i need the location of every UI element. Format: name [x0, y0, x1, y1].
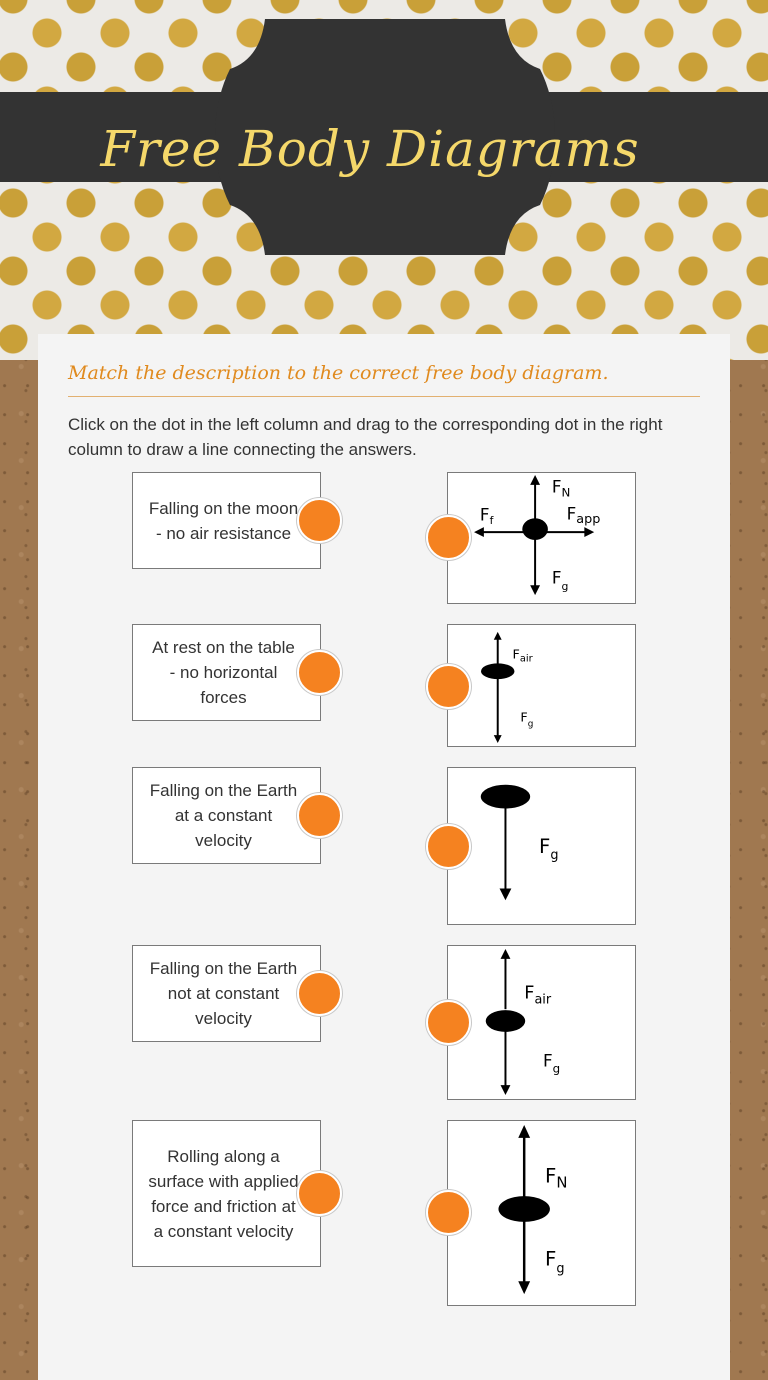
- description-text: Falling on the Earth not at constant velocity: [149, 959, 298, 1028]
- diagram-box-5: [447, 1120, 636, 1306]
- description-box-2: [132, 624, 321, 721]
- force-label-gravity: $F_g$: [542, 1050, 561, 1076]
- page-title: Free Body Diagrams: [100, 120, 640, 178]
- left-match-dot-1[interactable]: [297, 498, 342, 543]
- right-match-dot-4[interactable]: [426, 1000, 471, 1045]
- left-match-dot-5[interactable]: [297, 1171, 342, 1216]
- force-label-air: $F_{air}$: [524, 983, 552, 1008]
- diagram-box-2: [447, 624, 636, 747]
- instruction-text: Click on the dot in the left column and drag to the corresponding dot in the right column to draw a line connecting the answers.: [68, 415, 663, 459]
- diagram-box-3: [447, 767, 636, 925]
- force-label-gravity: $F_g$: [544, 1247, 565, 1277]
- force-label-air: $F_{air}$: [512, 647, 533, 665]
- free-body-diagram-normal-gravity: [448, 1121, 635, 1305]
- right-match-dot-3[interactable]: [426, 824, 471, 869]
- diagram-box-4: [447, 945, 636, 1100]
- force-label-gravity: $F_g$: [539, 834, 559, 863]
- left-match-dot-4[interactable]: [297, 971, 342, 1016]
- description-text: Rolling along a surface with applied force and friction at a constant velocity: [148, 1146, 299, 1241]
- free-body-diagram-air-gravity-small: [448, 625, 635, 746]
- free-body-diagram-gravity-only: [448, 768, 635, 924]
- right-match-dot-1[interactable]: [426, 515, 471, 560]
- description-box-1: [132, 472, 321, 569]
- diagram-box-1: [447, 472, 636, 604]
- left-match-dot-2[interactable]: [297, 650, 342, 695]
- description-box-4: [132, 945, 321, 1042]
- right-match-dot-2[interactable]: [426, 664, 471, 709]
- force-label-gravity: $F_g$: [520, 710, 534, 730]
- instruction-heading: Match the description to the correct free body diagram.: [68, 362, 700, 397]
- description-text: Falling on the moon - no air resistance: [148, 498, 299, 543]
- worksheet-card: [38, 334, 730, 1380]
- force-label-friction: $F_f$: [479, 504, 494, 528]
- free-body-diagram-four-forces: [448, 473, 635, 603]
- free-body-diagram-air-gravity-large: [448, 946, 635, 1099]
- description-text: At rest on the table - no horizontal forces: [152, 638, 295, 707]
- left-match-dot-3[interactable]: [297, 793, 342, 838]
- force-label-applied: $F_{app}$: [566, 503, 601, 528]
- description-box-3: [132, 767, 321, 864]
- force-label-normal: $F_N$: [544, 1164, 568, 1192]
- description-box-5: [132, 1120, 321, 1267]
- force-label-gravity: $F_g$: [551, 567, 569, 594]
- right-match-dot-5[interactable]: [426, 1190, 471, 1235]
- force-label-normal: $F_N$: [551, 476, 571, 500]
- description-text: Falling on the Earth at a constant velocity: [149, 781, 298, 850]
